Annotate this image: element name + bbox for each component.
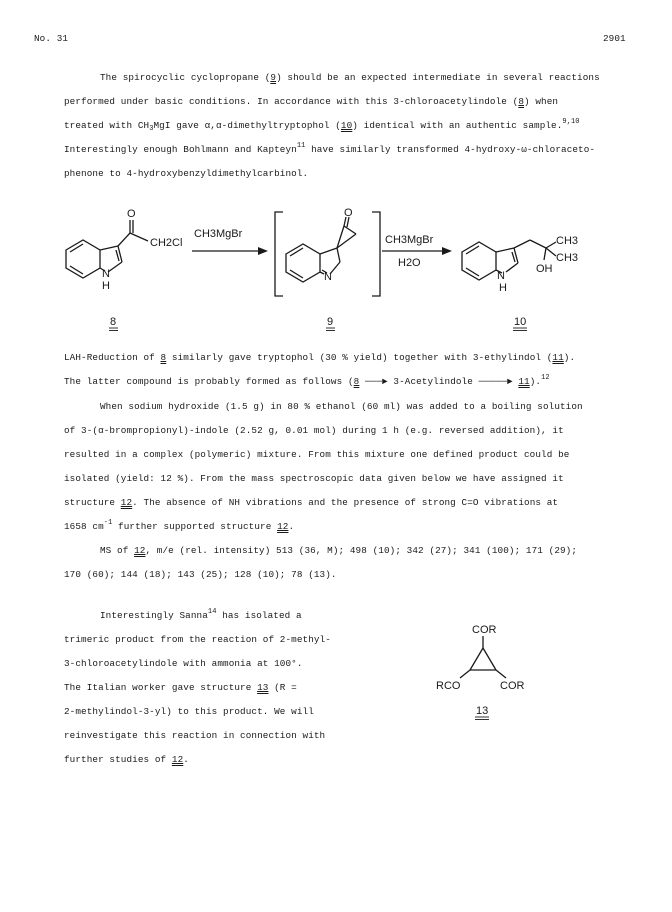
para3-line2: of 3-(α-brompropionyl)-indole (2.52 g, 0.01 mol) during 1 h (e.g. reversed addition), it (64, 425, 564, 436)
compound-number-9: 9 (327, 316, 334, 328)
compound-9-structure (286, 217, 356, 282)
journal-issue: No. 31 (34, 33, 69, 44)
reaction-scheme-1 (0, 200, 672, 340)
para4-line7: further studies of 12. (64, 754, 189, 765)
compound-number-8: 8 (110, 316, 117, 328)
para4-line1: Interestingly Sanna$^{14}$ has isolated a (100, 608, 302, 621)
para4-line2: trimeric product from the reaction of 2-methyl- (64, 634, 331, 645)
ms-line2: 170 (60); 144 (18); 143 (25); 128 (10); 78 (13). (64, 569, 337, 580)
atom-H-8: H (102, 280, 110, 292)
substituent-left-13: RCO (436, 680, 461, 692)
para1-line3: treated with $CH_3MgI$ gave α,α-dimethyltryptophol (10) identical with an authentic sample.$^{9,10}$ (64, 118, 580, 133)
atom-N-10: N (497, 270, 505, 282)
atom-N-9: N (324, 271, 332, 283)
para3-line6: 1658 $cm^{-1}$ further supported structure 12. (64, 519, 295, 532)
reagent-1: CH3MgBr (194, 228, 243, 240)
para4-line5: 2-methylindol-3-yl) to this product. We will (64, 706, 314, 717)
para4-line3: 3-chloroacetylindole with ammonia at 100°. (64, 658, 303, 669)
compound-13-scheme (430, 620, 560, 740)
para3-line5: structure 12. The absence of NH vibrations and the presence of strong C=O vibrations at (64, 497, 559, 508)
para4-line4: The Italian worker gave structure 13 (R = (64, 682, 297, 693)
reagent-2a: CH3MgBr (385, 234, 434, 246)
para1-line4: Interestingly enough Bohlmann and Kapteyn$^{11}$ have similarly transformed 4-hydroxy-ω-chloraceto- (64, 142, 596, 155)
atom-H-10: H (499, 282, 507, 294)
substituent-top-13: COR (472, 624, 497, 636)
para1-line5: phenone to 4-hydroxybenzyldimethylcarbinol. (64, 168, 309, 179)
para2-line2: The latter compound is probably formed as follows (8 ───► 3-Acetylindole ─────► 11).$^{12}$ (64, 374, 550, 387)
methyl-mid-10: CH3 (556, 252, 579, 264)
ms-line1: MS of 12, m/e (rel. intensity) 513 (36, M); 498 (10); 342 (27); 341 (100); 171 (29); (100, 545, 578, 556)
arrow-2-icon: ─────► (472, 376, 519, 387)
methyl-top-10: CH3 (556, 235, 579, 247)
cyclopropane-ring (460, 636, 506, 678)
para3-line1: When sodium hydroxide (1.5 g) in 80 % ethanol (60 ml) was added to a boiling solution (100, 401, 583, 412)
compound-number-13: 13 (476, 705, 489, 717)
atom-O-8: O (127, 208, 136, 220)
arrow-1-icon: ───► (359, 376, 394, 387)
hydroxyl-10: OH (536, 263, 553, 275)
atom-N-8: N (102, 268, 110, 280)
page-number: 2901 (603, 33, 626, 44)
para1-line2: performed under basic conditions. In accordance with this 3-chloroacetylindole (8) when (64, 96, 559, 107)
reagent-2b: H2O (398, 257, 421, 269)
substituent-right-13: COR (500, 680, 525, 692)
para3-line3: resulted in a complex (polymeric) mixture. From this mixture one defined product could be (64, 449, 570, 460)
para4-line6: reinvestigate this reaction in connection with (64, 730, 326, 741)
para3-line4: isolated (yield: 12 %). From the mass spectroscopic data given below we have assigned it (64, 473, 564, 484)
para2-line1: LAH-Reduction of 8 similarly gave tryptophol (30 % yield) together with 3-ethylindol (11). (64, 352, 576, 363)
compound-number-10: 10 (514, 316, 527, 328)
atom-O-9: O (344, 207, 353, 219)
substituent-8: CH2Cl (150, 237, 183, 249)
para1-line1: The spirocyclic cyclopropane (9) should be an expected intermediate in several reactions (100, 72, 600, 83)
